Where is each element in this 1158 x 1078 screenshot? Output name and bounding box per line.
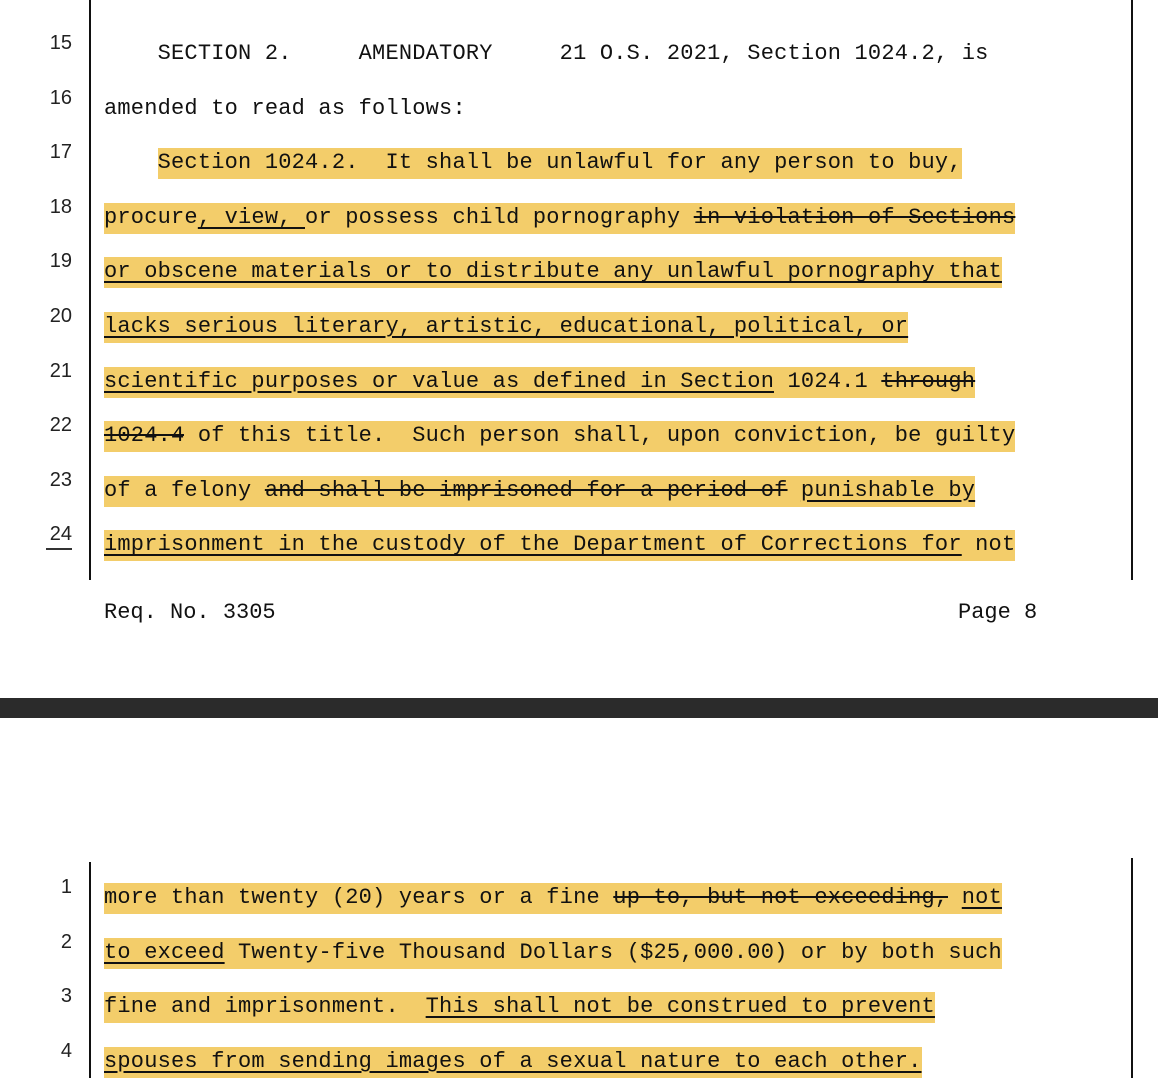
bill-text-line xyxy=(104,97,466,121)
inserted-text: lacks serious literary, artistic, educational, political, or xyxy=(104,312,908,343)
inserted-text: spouses from sending images of a sexual nature to each other. xyxy=(104,1047,922,1078)
bill-text-line xyxy=(104,995,935,1019)
text-segment: Twenty-five Thousand Dollars ($25,000.00) or by both such xyxy=(225,938,1002,969)
inserted-text: scientific purposes or value as defined in Section xyxy=(104,367,774,398)
inserted-text: This shall not be construed to prevent xyxy=(426,992,935,1023)
text-segment xyxy=(104,150,158,175)
bill-text-line xyxy=(104,424,1015,448)
line-number: 24 xyxy=(49,523,72,546)
text-segment xyxy=(948,883,961,914)
cut-off-line-number xyxy=(46,548,72,556)
bill-text-line xyxy=(104,260,1002,284)
text-segment xyxy=(788,476,801,507)
document-page-9 xyxy=(0,718,1158,1078)
struck-text: 1024.4 xyxy=(104,421,184,452)
text-segment: SECTION 2. AMENDATORY 21 O.S. 2021, Section 1024.2, is xyxy=(104,41,989,66)
bill-text-line xyxy=(104,479,975,503)
bill-text-line xyxy=(104,42,989,66)
struck-text: and shall be imprisoned for a period of xyxy=(265,476,788,507)
left-margin-rule xyxy=(89,0,91,580)
bill-text-line xyxy=(104,941,1002,965)
text-segment: 1024.1 xyxy=(774,367,881,398)
line-number: 4 xyxy=(60,1039,72,1062)
right-margin-rule xyxy=(1131,0,1133,580)
text-segment: not xyxy=(962,530,1016,561)
text-segment: of a felony xyxy=(104,476,265,507)
line-number: 1 xyxy=(60,876,72,898)
line-number: 19 xyxy=(49,250,72,273)
struck-text: in violation of Sections xyxy=(694,203,1016,234)
inserted-text: or obscene materials or to distribute any unlawful pornography that xyxy=(104,257,1002,288)
line-number: 21 xyxy=(49,359,72,382)
bill-text-line xyxy=(104,206,1015,230)
text-segment: or possess child pornography xyxy=(305,203,694,234)
inserted-text: imprisonment in the custody of the Department of Corrections for xyxy=(104,530,962,561)
line-number: 23 xyxy=(49,468,72,491)
bill-text-line xyxy=(104,1050,922,1074)
line-number: 18 xyxy=(49,195,72,218)
line-number: 3 xyxy=(60,985,72,1008)
text-segment: Section 1024.2. It shall be unlawful for any person to buy, xyxy=(158,148,962,179)
line-number: 22 xyxy=(49,414,72,437)
bill-text-line xyxy=(104,370,975,394)
text-segment: fine and imprisonment. xyxy=(104,992,426,1023)
line-number: 16 xyxy=(49,86,72,109)
line-number: 2 xyxy=(60,930,72,953)
bill-text-line xyxy=(104,886,1002,910)
inserted-text: not xyxy=(962,883,1002,914)
page-number: Page 8 xyxy=(958,600,1038,625)
text-segment: amended to read as follows: xyxy=(104,95,466,121)
inserted-text: , view, xyxy=(198,203,305,234)
struck-text: up to, but not exceeding, xyxy=(613,883,948,914)
left-margin-rule xyxy=(89,862,91,1078)
line-number: 17 xyxy=(49,141,72,164)
bill-text-line xyxy=(104,533,1015,557)
inserted-text: punishable by xyxy=(801,476,975,507)
struck-text: through xyxy=(881,367,975,398)
request-number: Req. No. 3305 xyxy=(104,600,276,625)
text-segment: procure xyxy=(104,203,198,234)
line-number: 15 xyxy=(49,32,72,54)
bill-text-line xyxy=(104,151,962,175)
bill-text-line xyxy=(104,315,908,339)
page-divider xyxy=(0,698,1158,718)
inserted-text: to exceed xyxy=(104,938,225,969)
text-segment: of this title. Such person shall, upon conviction, be guilty xyxy=(184,421,1015,452)
right-margin-rule xyxy=(1131,858,1133,1078)
line-number: 20 xyxy=(49,305,72,327)
text-segment: more than twenty (20) years or a fine xyxy=(104,883,613,914)
